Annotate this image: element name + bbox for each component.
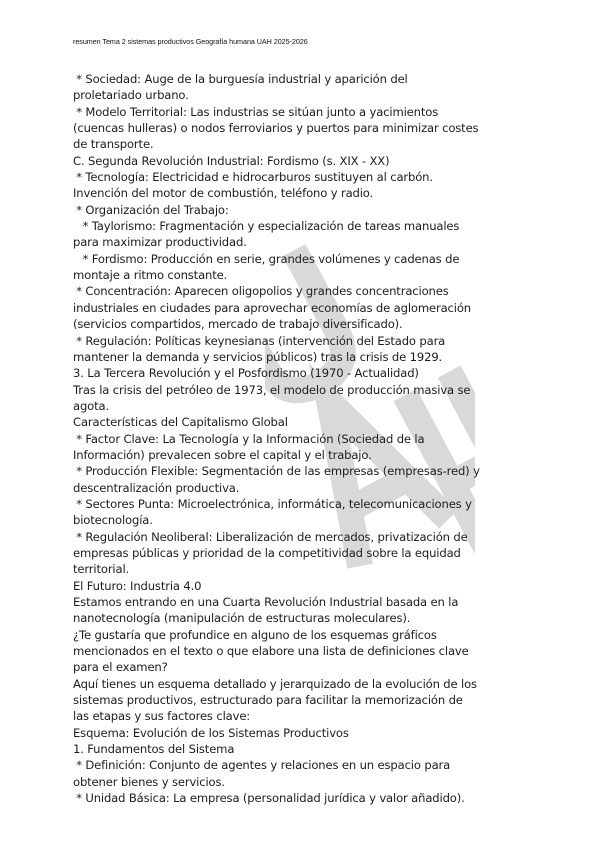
text-line: descentralización productiva. — [73, 480, 240, 495]
text-line: montaje a ritmo constante. — [73, 268, 228, 283]
text-line: agota. — [73, 398, 109, 413]
text-line: * Regulación Neoliberal: Liberalización de mercados, privatización de — [76, 529, 468, 544]
text-line: ¿Te gustaría que profundice en alguno de los esquemas gráficos — [73, 627, 437, 642]
text-line: * Definición: Conjunto de agentes y relaciones en un espacio para — [76, 758, 451, 773]
text-line: nanotecnología (manipulación de estructuras moleculares). — [73, 611, 411, 626]
text-line: de transporte. — [73, 137, 154, 152]
text-line: para maximizar productividad. — [73, 235, 247, 250]
text-line: * Modelo Territorial: Las industrias se sitúan junto a yacimientos — [76, 104, 439, 119]
text-line: Características del Capitalismo Global — [73, 415, 288, 430]
text-line: * Organización del Trabajo: — [76, 202, 229, 217]
document-body — [73, 71, 533, 806]
text-line: proletariado urbano. — [73, 88, 189, 103]
text-line: * Fordismo: Producción en serie, grandes volúmenes y cadenas de — [82, 251, 460, 266]
text-line: (servicios compartidos, mercado de trabajo diversificado). — [73, 317, 403, 332]
text-line: * Sociedad: Auge de la burguesía industrial y aparición del — [76, 72, 408, 86]
text-line: Información) prevalecen sobre el capital y el trabajo. — [73, 447, 372, 462]
text-line: * Sectores Punta: Microelectrónica, informática, telecomunicaciones y — [76, 496, 472, 511]
text-line: * Regulación: Políticas keynesianas (intervención del Estado para — [76, 333, 446, 348]
text-line: * Factor Clave: La Tecnología y la Información (Sociedad de la — [76, 431, 425, 446]
text-line: mantener la demanda y servicios públicos) tras la crisis de 1929. — [73, 349, 443, 364]
text-line: para el examen? — [73, 660, 168, 675]
text-line: mencionados en el texto o que elabore una lista de definiciones clave — [73, 644, 469, 659]
text-line: * Unidad Básica: La empresa (personalidad jurídica y valor añadido). — [76, 791, 465, 806]
text-line: sistemas productivos, estructurado para facilitar la memorización de — [73, 693, 463, 708]
text-line: 1. Fundamentos del Sistema — [73, 742, 235, 757]
text-line: Esquema: Evolución de los Sistemas Productivos — [73, 725, 349, 740]
text-line: Aquí tienes un esquema detallado y jerarquizado de la evolución de los — [73, 676, 477, 691]
text-line: (cuencas hulleras) o nodos ferroviarios y puertos para minimizar costes — [73, 121, 479, 136]
text-line: industriales en ciudades para aprovechar economías de aglomeración — [73, 300, 471, 315]
text-line: 3. La Tercera Revolución y el Posfordismo (1970 - Actualidad) — [73, 366, 419, 381]
text-line: * Tecnología: Electricidad e hidrocarburos sustituyen al carbón. — [76, 170, 433, 185]
page-header: resumen Tema 2 sistemas productivos Geografía humana UAH 2025-2026 — [73, 37, 308, 46]
text-line: C. Segunda Revolución Industrial: Fordismo (s. XIX - XX) — [73, 153, 390, 168]
text-line: * Producción Flexible: Segmentación de las empresas (empresas-red) y — [76, 464, 480, 479]
text-line: obtener bienes y servicios. — [73, 774, 225, 789]
text-line: las etapas y sus factores clave: — [73, 709, 251, 724]
text-line: * Concentración: Aparecen oligopolios y grandes concentraciones — [76, 284, 449, 299]
text-line: El Futuro: Industria 4.0 — [73, 578, 202, 593]
text-line: biotecnología. — [73, 513, 153, 528]
text-line: Estamos entrando en una Cuarta Revolución Industrial basada en la — [73, 595, 459, 609]
text-line: territorial. — [73, 562, 130, 577]
text-line: empresas públicas y prioridad de la competitividad sobre la equidad — [73, 545, 461, 560]
text-line: * Taylorismo: Fragmentación y especialización de tareas manuales — [82, 219, 460, 234]
text-line: Invención del motor de combustión, teléfono y radio. — [73, 186, 374, 201]
text-line: Tras la crisis del petróleo de 1973, el modelo de producción masiva se — [73, 382, 471, 397]
